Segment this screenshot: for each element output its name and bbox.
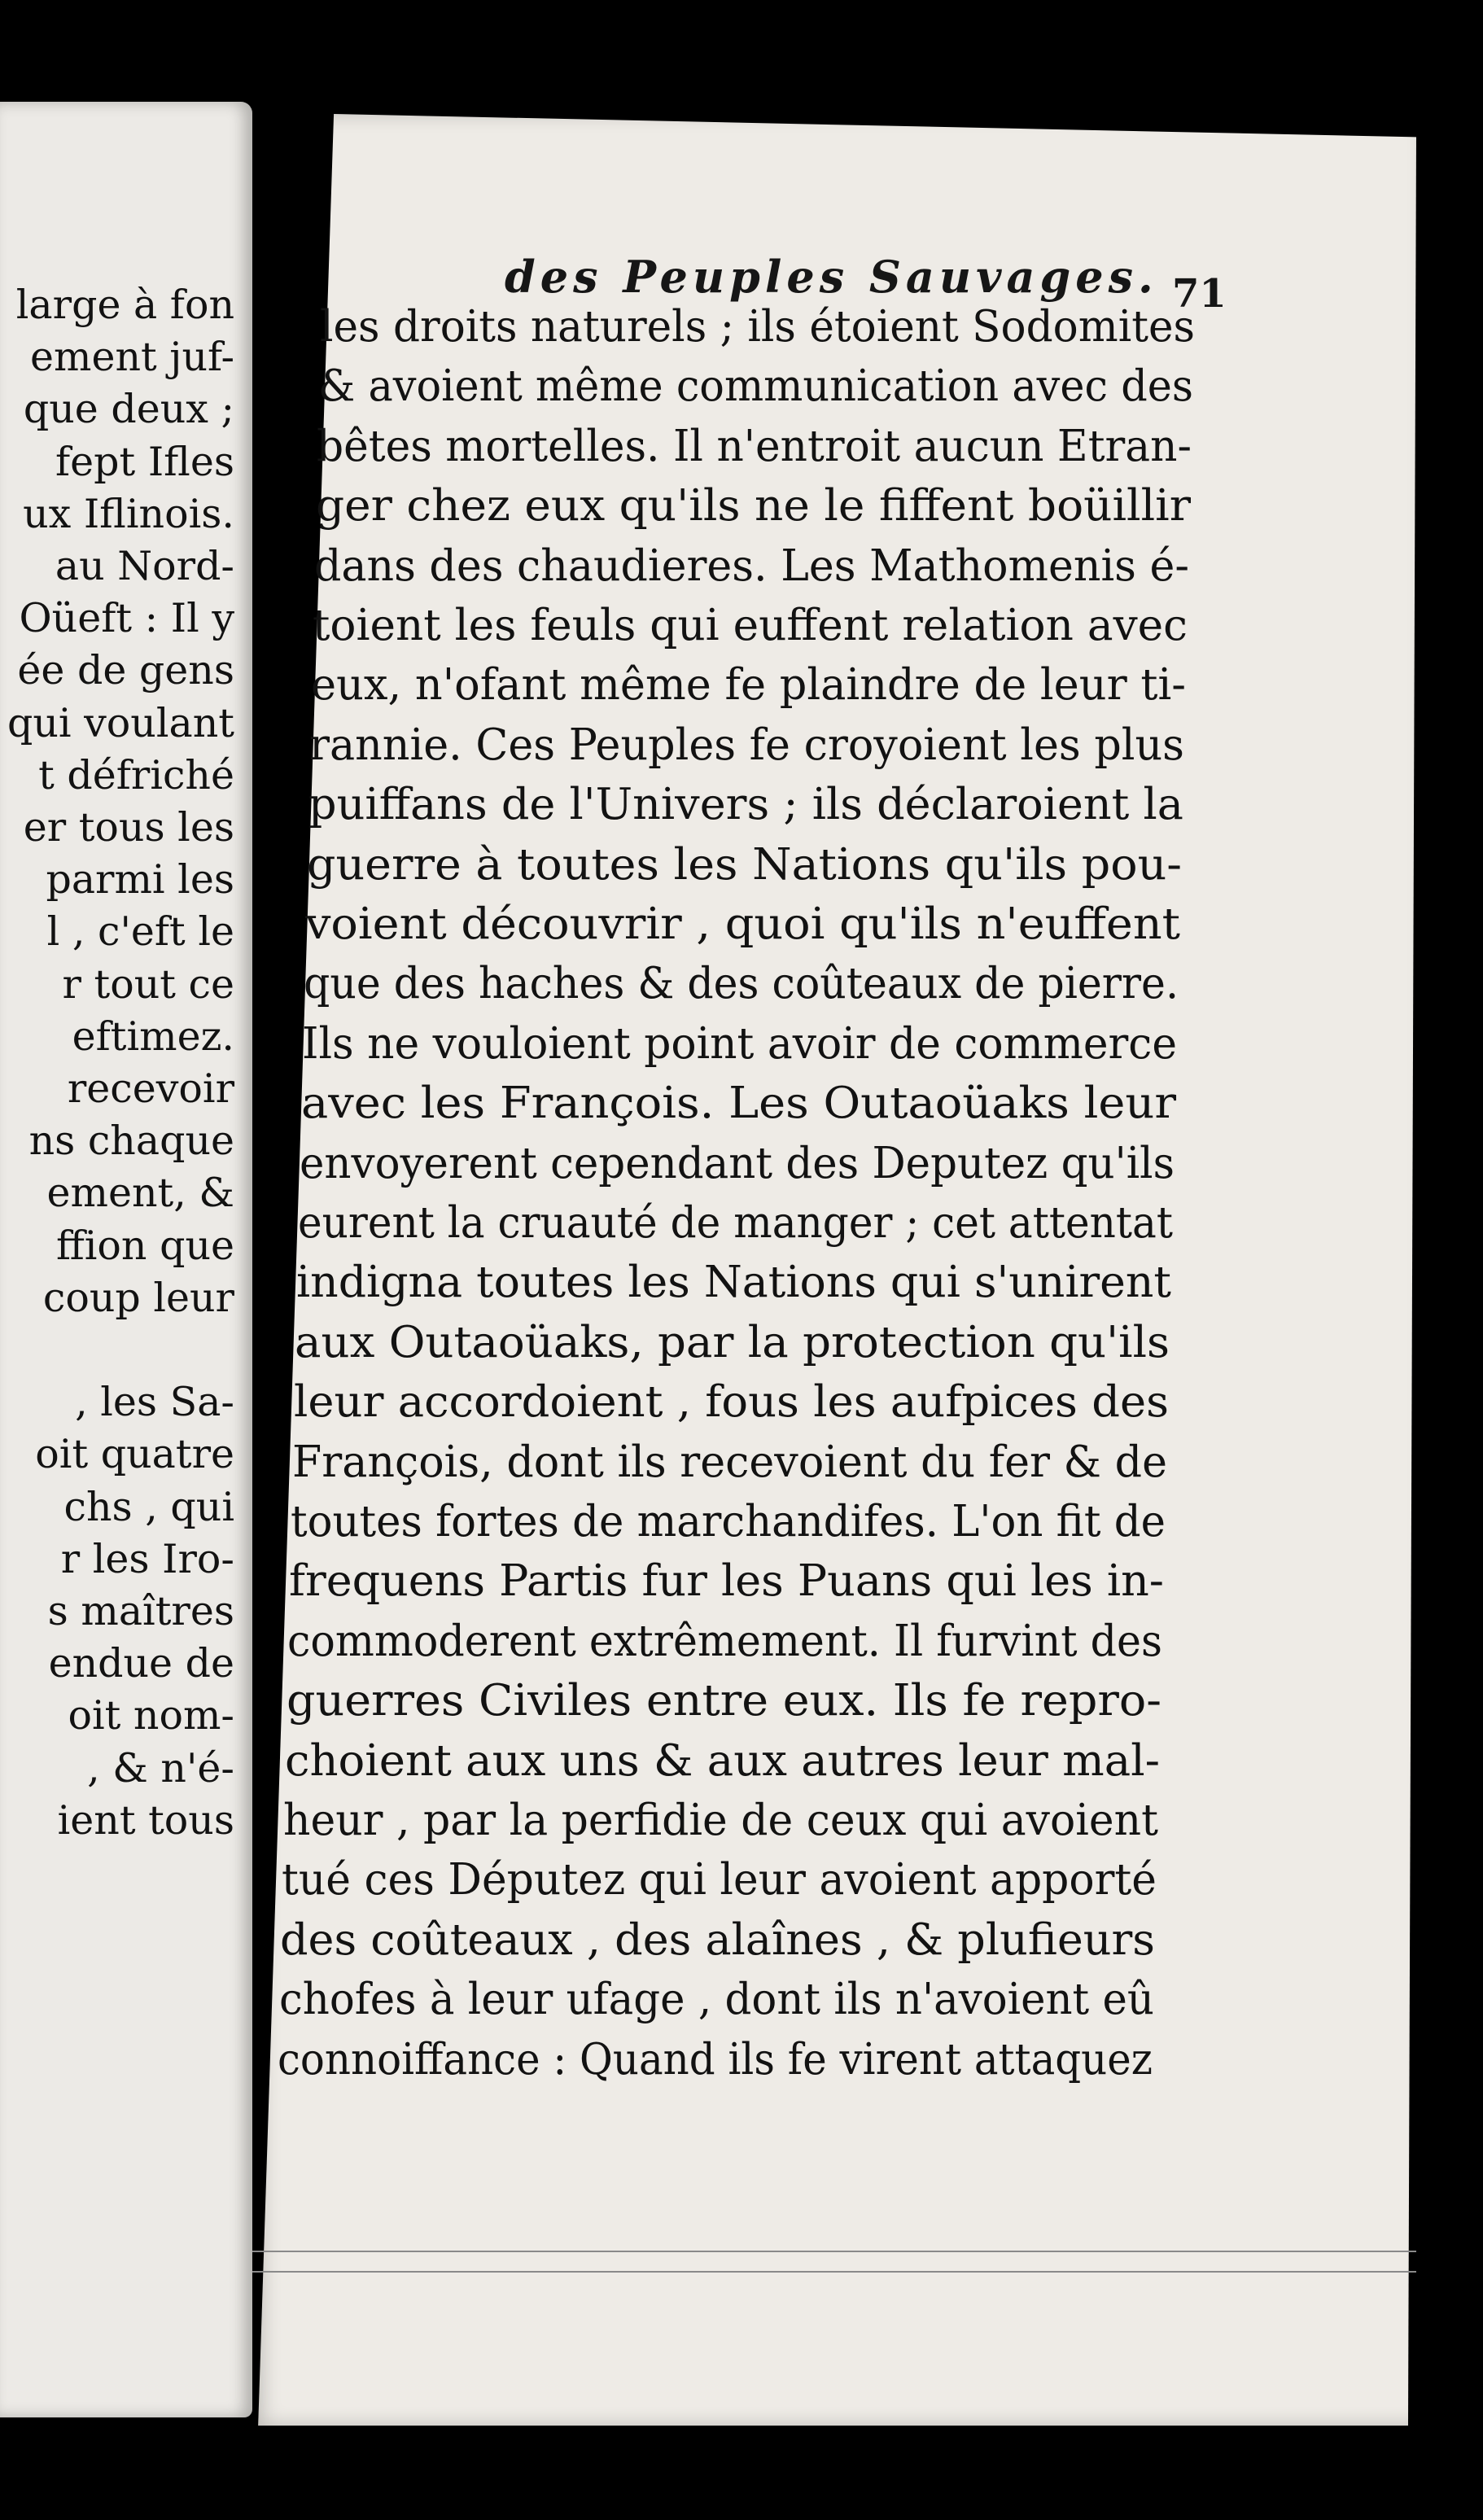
body-text-line: que des haches & des coûteaux de pierre. [304,959,1179,1009]
left-text-line: s maîtres [47,1588,234,1634]
body-text-line: leur accordoient , fous les aufpices des [293,1377,1169,1428]
left-text-line: Oüeft : Il y [19,595,234,642]
body-text-line: & avoient même communication avec des [318,361,1194,412]
left-page-fragment [0,102,252,2417]
left-text-line: , les Sa- [75,1379,234,1426]
running-head: des Peuples Sauvages. [505,251,1158,303]
left-text-line: qui voulant [7,699,234,746]
left-text-line: fept Ifles [55,438,234,485]
body-text-line: indigna toutes les Nations qui s'unirent [296,1258,1172,1308]
body-text-line: Ils ne vouloient point avoir de commerce [302,1018,1178,1069]
left-text-line: ement, & [46,1170,234,1217]
body-text-line: guerres Civiles entre eux. Ils fe repro- [286,1676,1161,1726]
body-text-line: envoyerent cependant des Deputez qu'ils [299,1138,1175,1188]
body-text-line: voient découvrir , quoi qu'ils n'euffent [305,899,1180,949]
scan-artifact-line [252,2251,1416,2252]
body-text-line: toutes fortes de marchandifes. L'on fit de [291,1497,1166,1547]
left-text-line: ée de gens [17,647,234,694]
left-text-line: recevoir [67,1065,234,1112]
left-text-line: ement juf- [30,334,234,381]
body-text-line: bêtes mortelles. Il n'entroit aucun Etran- [317,421,1192,471]
body-text-line: ger chez eux qu'ils ne le fiffent boüillir [315,481,1191,532]
body-text-line: dans des chaudieres. Les Mathomenis é- [313,540,1189,591]
left-text-line: chs , qui [63,1483,234,1530]
left-text-line: ffion que [55,1222,234,1269]
left-text-line: , & n'é- [87,1744,234,1792]
left-text-line: eftimez. [72,1013,234,1060]
left-text-line: r tout ce [62,960,234,1008]
body-text-line: puiffans de l'Univers ; ils déclaroient la [308,780,1183,830]
scan-artifact-line [252,2271,1416,2273]
left-text-line: que deux ; [23,386,234,433]
left-text-line: au Nord- [55,543,234,589]
body-text-line: aux Outaoüaks, par la protection qu'ils [295,1317,1170,1367]
body-text-line: des coûteaux , des alaînes , & plufieurs [280,1914,1156,1965]
body-text-line: rannie. Ces Peuples fe croyoient les plus [309,720,1185,770]
left-text-line: oit quatre [35,1431,234,1478]
left-text-line: ns chaque [28,1118,234,1165]
body-text-line: choient aux uns & aux autres leur mal- [284,1735,1160,1786]
body-text-line: frequens Partis fur les Puans qui les in- [289,1556,1165,1607]
left-text-line: endue de [48,1640,234,1687]
body-text-line: guerre à toutes les Nations qu'ils pou- [306,839,1182,890]
left-text-line: er tous les [23,804,234,851]
body-text-line: chofes à leur ufage , dont ils n'avoient eû [278,1975,1154,2025]
body-text-line: tué ces Députez qui leur avoient apporté [282,1855,1157,1905]
body-text-line: avec les François. Les Outaoüaks leur [300,1078,1176,1129]
left-text-line: coup leur [42,1274,234,1321]
left-text-line: parmi les [46,856,234,903]
left-text-line: t défriché [38,751,234,798]
left-text-line: ient tous [57,1796,234,1844]
body-text-line: eux, n'ofant même fe plaindre de leur ti- [311,660,1187,711]
left-text-line: l , c'eft le [46,908,234,956]
body-text-line: connoiffance : Quand ils fe virent attaquez [277,2034,1153,2085]
left-text-line: ux Iflinois. [23,490,234,537]
body-text-line: toient les feuls qui euffent relation avec [313,601,1188,650]
body-text-line: commoderent extrêmement. Il furvint des [287,1616,1163,1666]
left-text-line: large à fon [15,282,234,328]
body-text-line: François, dont ils recevoient du fer & de [291,1437,1167,1487]
body-text-line: heur , par la perfidie de ceux qui avoient [283,1796,1158,1845]
left-text-line: r les Iro- [60,1535,234,1582]
body-text-line: eurent la cruauté de manger ; cet attentat [298,1198,1173,1248]
body-text-line: les droits naturels ; ils étoient Sodomites [320,302,1195,352]
page-number: 71 [1172,271,1227,317]
left-text-line: oit nom- [68,1692,234,1739]
